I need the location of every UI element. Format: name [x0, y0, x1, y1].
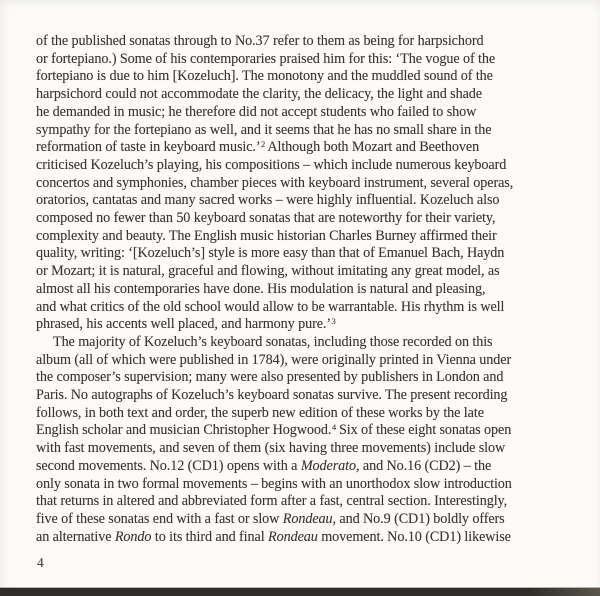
text-run: follows, in both text and order, the superb new edition of these works by the late: [36, 404, 484, 421]
text-run: or Mozart; it is natural, graceful and flowing, without imitating any great model, as: [36, 263, 500, 280]
text-run: album (all of which were published in 1784), were originally printed in Vienna under: [36, 351, 512, 368]
text-run: Six of these eight sonatas open: [335, 422, 512, 439]
text-run: of the published sonatas through to No.37 refer to them as being for harpsichord: [36, 33, 484, 49]
text-line: [36, 86, 581, 104]
text-line: [36, 175, 581, 193]
text-block: [36, 33, 581, 546]
text-run: English scholar and musician Christopher Hogwood.: [36, 422, 332, 439]
text-run: , and No.16 (CD2) – the: [355, 457, 492, 474]
text-line: [36, 263, 581, 281]
scan-edge-band: [0, 587, 600, 596]
text-line: [36, 529, 581, 547]
text-line: [36, 228, 581, 246]
text-run: Rondeau: [282, 510, 333, 527]
text-run: The majority of Kozeluch’s keyboard sonatas, including those recorded on this: [53, 333, 493, 350]
paragraph: [36, 33, 581, 334]
footnote-reference: 3: [331, 315, 336, 326]
text-line: [36, 511, 581, 529]
text-run: an alternative: [36, 528, 115, 545]
text-run: Moderato: [300, 457, 356, 474]
text-run: to its third and final: [151, 528, 269, 545]
text-line: [36, 139, 581, 157]
text-run: the composer’s supervision; many were also presented by publishers in London and: [36, 369, 504, 386]
text-line: [36, 440, 581, 458]
text-line: [36, 422, 581, 440]
footnote-reference: 2: [261, 138, 266, 149]
text-run: sympathy for the fortepiano as well, and it seems that he has no small share in the: [36, 121, 492, 138]
text-line: [36, 387, 581, 405]
text-line: [36, 352, 581, 370]
text-run: composed no fewer than 50 keyboard sonatas that are noteworthy for their variety,: [36, 210, 496, 227]
footnote-reference: 4: [331, 421, 337, 432]
text-line: [36, 493, 581, 511]
text-run: fortepiano is due to him [Kozeluch]. The monotony and the muddled sound of the: [36, 68, 493, 85]
text-line: [36, 210, 581, 228]
text-run: that returns in altered and abbreviated form after a fast, central section. Interestingly,: [36, 493, 508, 510]
text-run: reformation of taste in keyboard music.’: [36, 139, 261, 156]
text-run: concertos and symphonies, chamber pieces with keyboard instrument, several operas,: [36, 174, 514, 191]
text-run: second movements. No.12 (CD1) opens with a: [36, 457, 301, 474]
text-line: [36, 68, 581, 86]
text-run: , and No.9 (CD1) boldly offers: [332, 510, 505, 527]
text-line: [36, 281, 581, 299]
text-line: [36, 33, 581, 51]
text-run: or fortepiano.) Some of his contemporaries praised him for this: ‘The vogue of the: [36, 50, 496, 67]
text-line: [36, 245, 581, 263]
text-line: [36, 405, 581, 423]
text-run: he demanded in music; he therefore did not accept students who failed to show: [36, 103, 477, 120]
text-line: [36, 51, 581, 69]
text-run: Rondeau: [268, 528, 318, 545]
text-run: criticised Kozeluch’s playing, his compositions – which include numerous keyboard: [36, 156, 507, 173]
page-number: 4: [37, 555, 44, 570]
text-line: [36, 157, 581, 175]
text-run: harpsichord could not accommodate the clarity, the delicacy, the light and shade: [36, 86, 482, 103]
text-run: Rondo: [114, 528, 152, 545]
text-run: five of these sonatas end with a fast or slow: [36, 510, 283, 527]
text-run: quality, writing: ‘[Kozeluch’s] style is more easy than that of Emanuel Bach, Haydn: [36, 245, 505, 262]
text-run: oratorios, cantatas and many sacred works – were highly influential. Kozeluch also: [36, 192, 500, 209]
text-line: [36, 104, 581, 122]
text-run: movement. No.10 (CD1) likewise: [317, 528, 511, 545]
text-run: almost all his contemporaries have done. His modulation is natural and pleasing,: [36, 280, 486, 297]
paragraph: [36, 334, 581, 546]
text-line: [36, 122, 581, 140]
text-line: [36, 192, 581, 210]
text-run: and what critics of the old school would allow to be warrantable. His rhythm is well: [36, 298, 505, 315]
text-line: [36, 334, 581, 352]
text-line: [36, 369, 581, 387]
text-run: phrased, his accents well placed, and harmony pure.’: [36, 316, 331, 333]
text-run: with fast movements, and seven of them (six having three movements) include slow: [36, 440, 506, 457]
text-line: [36, 299, 581, 317]
text-line: [36, 476, 581, 494]
text-run: Paris. No autographs of Kozeluch’s keyboard sonatas survive. The present recording: [36, 387, 508, 404]
text-run: complexity and beauty. The English music historian Charles Burney affirmed their: [36, 227, 497, 244]
text-line: [36, 316, 581, 334]
text-run: Although both Mozart and Beethoven: [264, 139, 480, 156]
text-run: only sonata in two formal movements – begins with an unorthodox slow introduction: [36, 475, 512, 492]
text-line: [36, 458, 581, 476]
